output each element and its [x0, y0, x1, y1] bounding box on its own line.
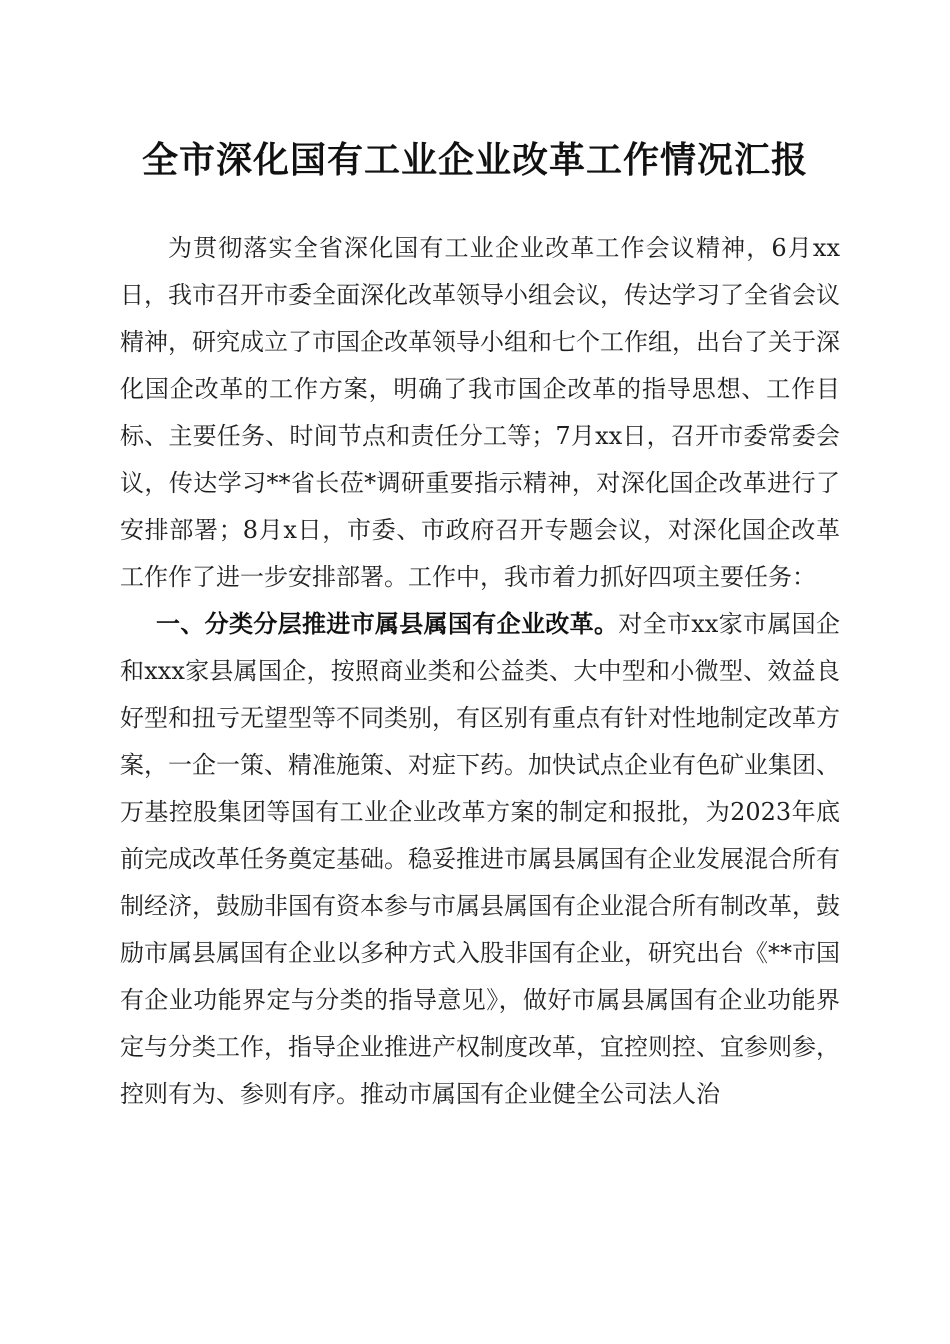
section-one-paragraph — [120, 601, 840, 1118]
document-body — [120, 225, 840, 1118]
section-one-text: 对全市xx家市属国企和xxx家县属国企，按照商业类和公益类、大中型和小微型、效益良好型和扭亏无望型等不同类别，有区别有重点有针对性地制定改革方案，一企一策、精准施策、对症下药。加快试点企业有色矿业集团、万基控股集团等国有工业企业改革方案的制定和报批，为2023年底前完成改革任务奠定基础。稳妥推进市属县属国有企业发展混合所有制经济，鼓励非国有资本参与市属县属国有企业混合所有制改革，鼓励市属县属国有企业以多种方式入股非国有企业，研究出台《**市国有企业功能界定与分类的指导意见》，做好市属县属国有企业功能界定与分类工作，指导企业推进产权制度改革，宜控则控、宜参则参，控则有为、参则有序。推动市属国有企业健全公司法人治 — [120, 610, 840, 1108]
document-title: 全市深化国有工业企业改革工作情况汇报 — [141, 139, 808, 181]
intro-paragraph: 为贯彻落实全省深化国有工业企业改革工作会议精神，6月xx日，我市召开市委全面深化改革领导小组会议，传达学习了全省会议精神，研究成立了市国企改革领导小组和七个工作组，出台了关于深化国企改革的工作方案，明确了我市国企改革的指导思想、工作目标、主要任务、时间节点和责任分工等；7月xx日，召开市委常委会议，传达学习**省长莅*调研重要指示精神，对深化国企改革进行了安排部署；8月x日，市委、市政府召开专题会议，对深化国企改革工作作了进一步安排部署。工作中，我市着力抓好四项主要任务： — [120, 234, 840, 591]
section-one-heading: 一、分类分层推进市属县属国有企业改革。 — [156, 610, 619, 638]
